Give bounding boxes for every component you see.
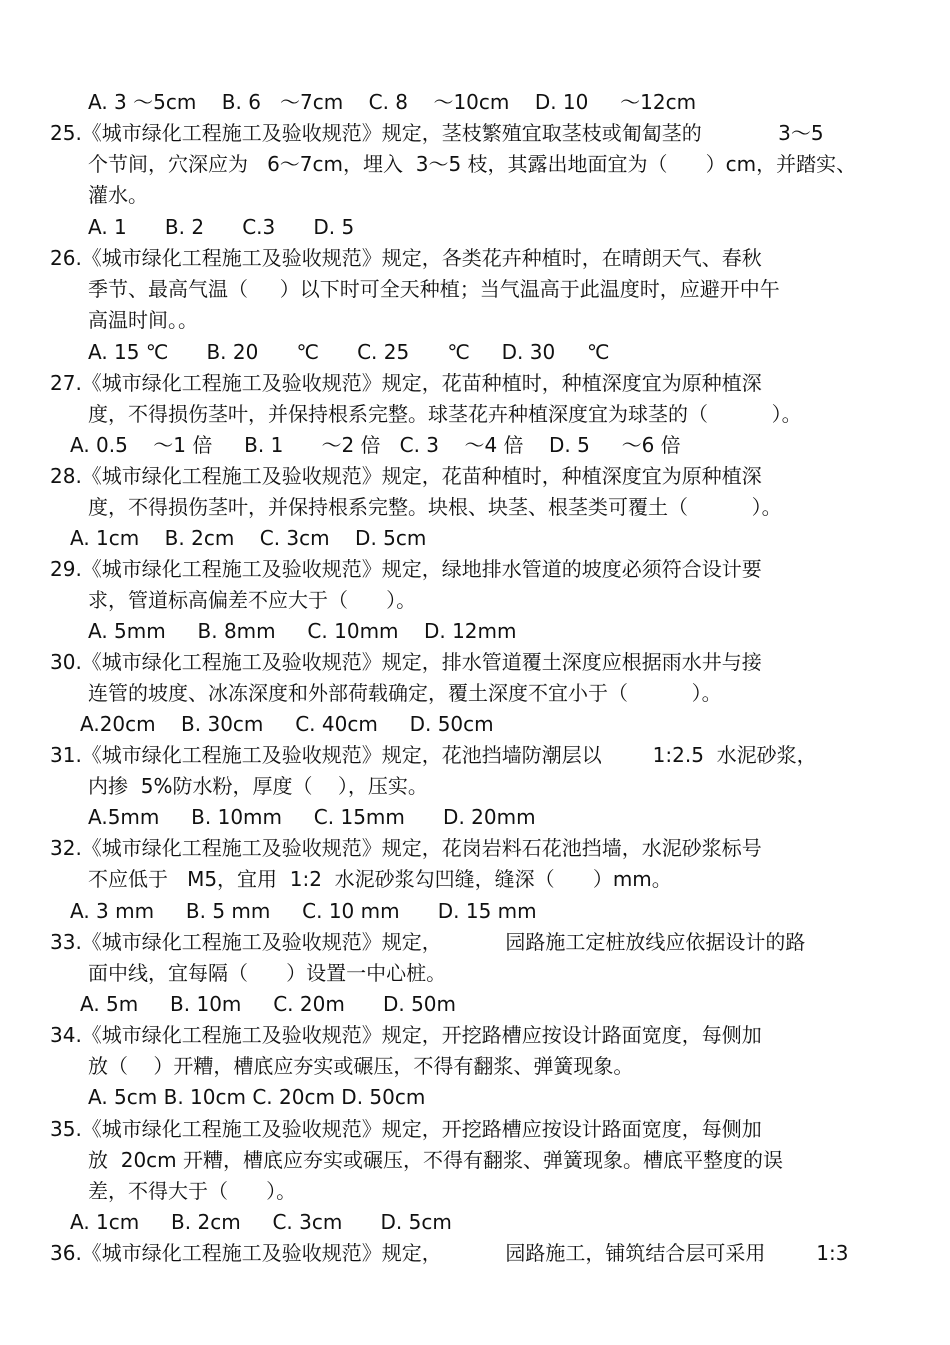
answer-options: A. 3 mm B. 5 mm C. 10 mm D. 15 mm (70, 899, 537, 923)
question-line: 求，管道标高偏差不应大于（ ）。 (88, 588, 417, 612)
question-line: 30.《城市绿化工程施工及验收规范》规定，排水管道覆土深度应根据雨水井与接 (50, 650, 762, 674)
question-line: 26.《城市绿化工程施工及验收规范》规定，各类花卉种植时，在晴朗天气、春秋 (50, 246, 762, 270)
question-line: 度，不得损伤茎叶，并保持根系完整。块根、块茎、根茎类可覆土（ ）。 (88, 495, 782, 519)
answer-options: A. 1cm B. 2cm C. 3cm D. 5cm (70, 1210, 452, 1234)
question-line: 季节、最高气温（ ）以下时可全天种植；当气温高于此温度时，应避开中午 (88, 277, 780, 301)
question-line: 高温时间。。 (88, 308, 198, 332)
answer-options: A. 15 ℃ B. 20 ℃ C. 25 ℃ D. 30 ℃ (88, 340, 610, 364)
question-line: 36.《城市绿化工程施工及验收规范》规定， 园路施工，铺筑结合层可采用 1:3 (50, 1241, 849, 1265)
question-line: 33.《城市绿化工程施工及验收规范》规定， 园路施工定桩放线应依据设计的路 (50, 930, 806, 954)
question-line: 内掺 5%防水粉，厚度（ ），压实。 (88, 774, 428, 798)
answer-options: A. 5m B. 10m C. 20m D. 50m (80, 992, 456, 1016)
question-line: 27.《城市绿化工程施工及验收规范》规定，花苗种植时，种植深度宜为原种植深 (50, 371, 762, 395)
question-line: 34.《城市绿化工程施工及验收规范》规定，开挖路槽应按设计路面宽度，每侧加 (50, 1023, 762, 1047)
question-line: 28.《城市绿化工程施工及验收规范》规定，花苗种植时，种植深度宜为原种植深 (50, 464, 762, 488)
question-line: 32.《城市绿化工程施工及验收规范》规定，花岗岩料石花池挡墙，水泥砂浆标号 (50, 836, 762, 860)
answer-options: A.5mm B. 10mm C. 15mm D. 20mm (88, 805, 536, 829)
question-line: 差，不得大于（ ）。 (88, 1179, 297, 1203)
question-line: 个节间，穴深应为 6～7cm，埋入 3～5 枝，其露出地面宜为（ ）cm，并踏实、 (88, 152, 857, 176)
question-line: 放（ ）开糟，槽底应夯实或碾压，不得有翻浆、弹簧现象。 (88, 1054, 634, 1078)
question-line: 31.《城市绿化工程施工及验收规范》规定，花池挡墙防潮层以 1:2.5 水泥砂浆， (50, 743, 817, 767)
answer-options: A.20cm B. 30cm C. 40cm D. 50cm (80, 712, 494, 736)
answer-options: A. 3 ～5cm B. 6 ～7cm C. 8 ～10cm D. 10 ～12cm (88, 90, 697, 114)
answer-options: A. 5mm B. 8mm C. 10mm D. 12mm (88, 619, 517, 643)
answer-options: A. 0.5 ～1 倍 B. 1 ～2 倍 C. 3 ～4 倍 D. 5 ～6 倍 (70, 433, 681, 457)
question-line: 不应低于 M5，宜用 1:2 水泥砂浆勾凹缝，缝深（ ）mm。 (88, 867, 672, 891)
question-line: 灌水。 (88, 183, 148, 207)
question-line: 连管的坡度、冰冻深度和外部荷载确定，覆土深度不宜小于（ ）。 (88, 681, 722, 705)
question-line: 放 20cm 开糟，槽底应夯实或碾压，不得有翻浆、弹簧现象。槽底平整度的误 (88, 1148, 783, 1172)
question-line: 度，不得损伤茎叶，并保持根系完整。球茎花卉种植深度宜为球茎的（ ）。 (88, 402, 802, 426)
question-line: 35.《城市绿化工程施工及验收规范》规定，开挖路槽应按设计路面宽度，每侧加 (50, 1117, 762, 1141)
answer-options: A. 5cm B. 10cm C. 20cm D. 50cm (88, 1085, 426, 1109)
answer-options: A. 1cm B. 2cm C. 3cm D. 5cm (70, 526, 427, 550)
answer-options: A. 1 B. 2 C.3 D. 5 (88, 215, 355, 239)
question-line: 29.《城市绿化工程施工及验收规范》规定，绿地排水管道的坡度必须符合设计要 (50, 557, 762, 581)
question-line: 25.《城市绿化工程施工及验收规范》规定，茎枝繁殖宜取茎枝或匍匐茎的 3～5 (50, 121, 824, 145)
question-line: 面中线，宜每隔（ ）设置一中心桩。 (88, 961, 447, 985)
